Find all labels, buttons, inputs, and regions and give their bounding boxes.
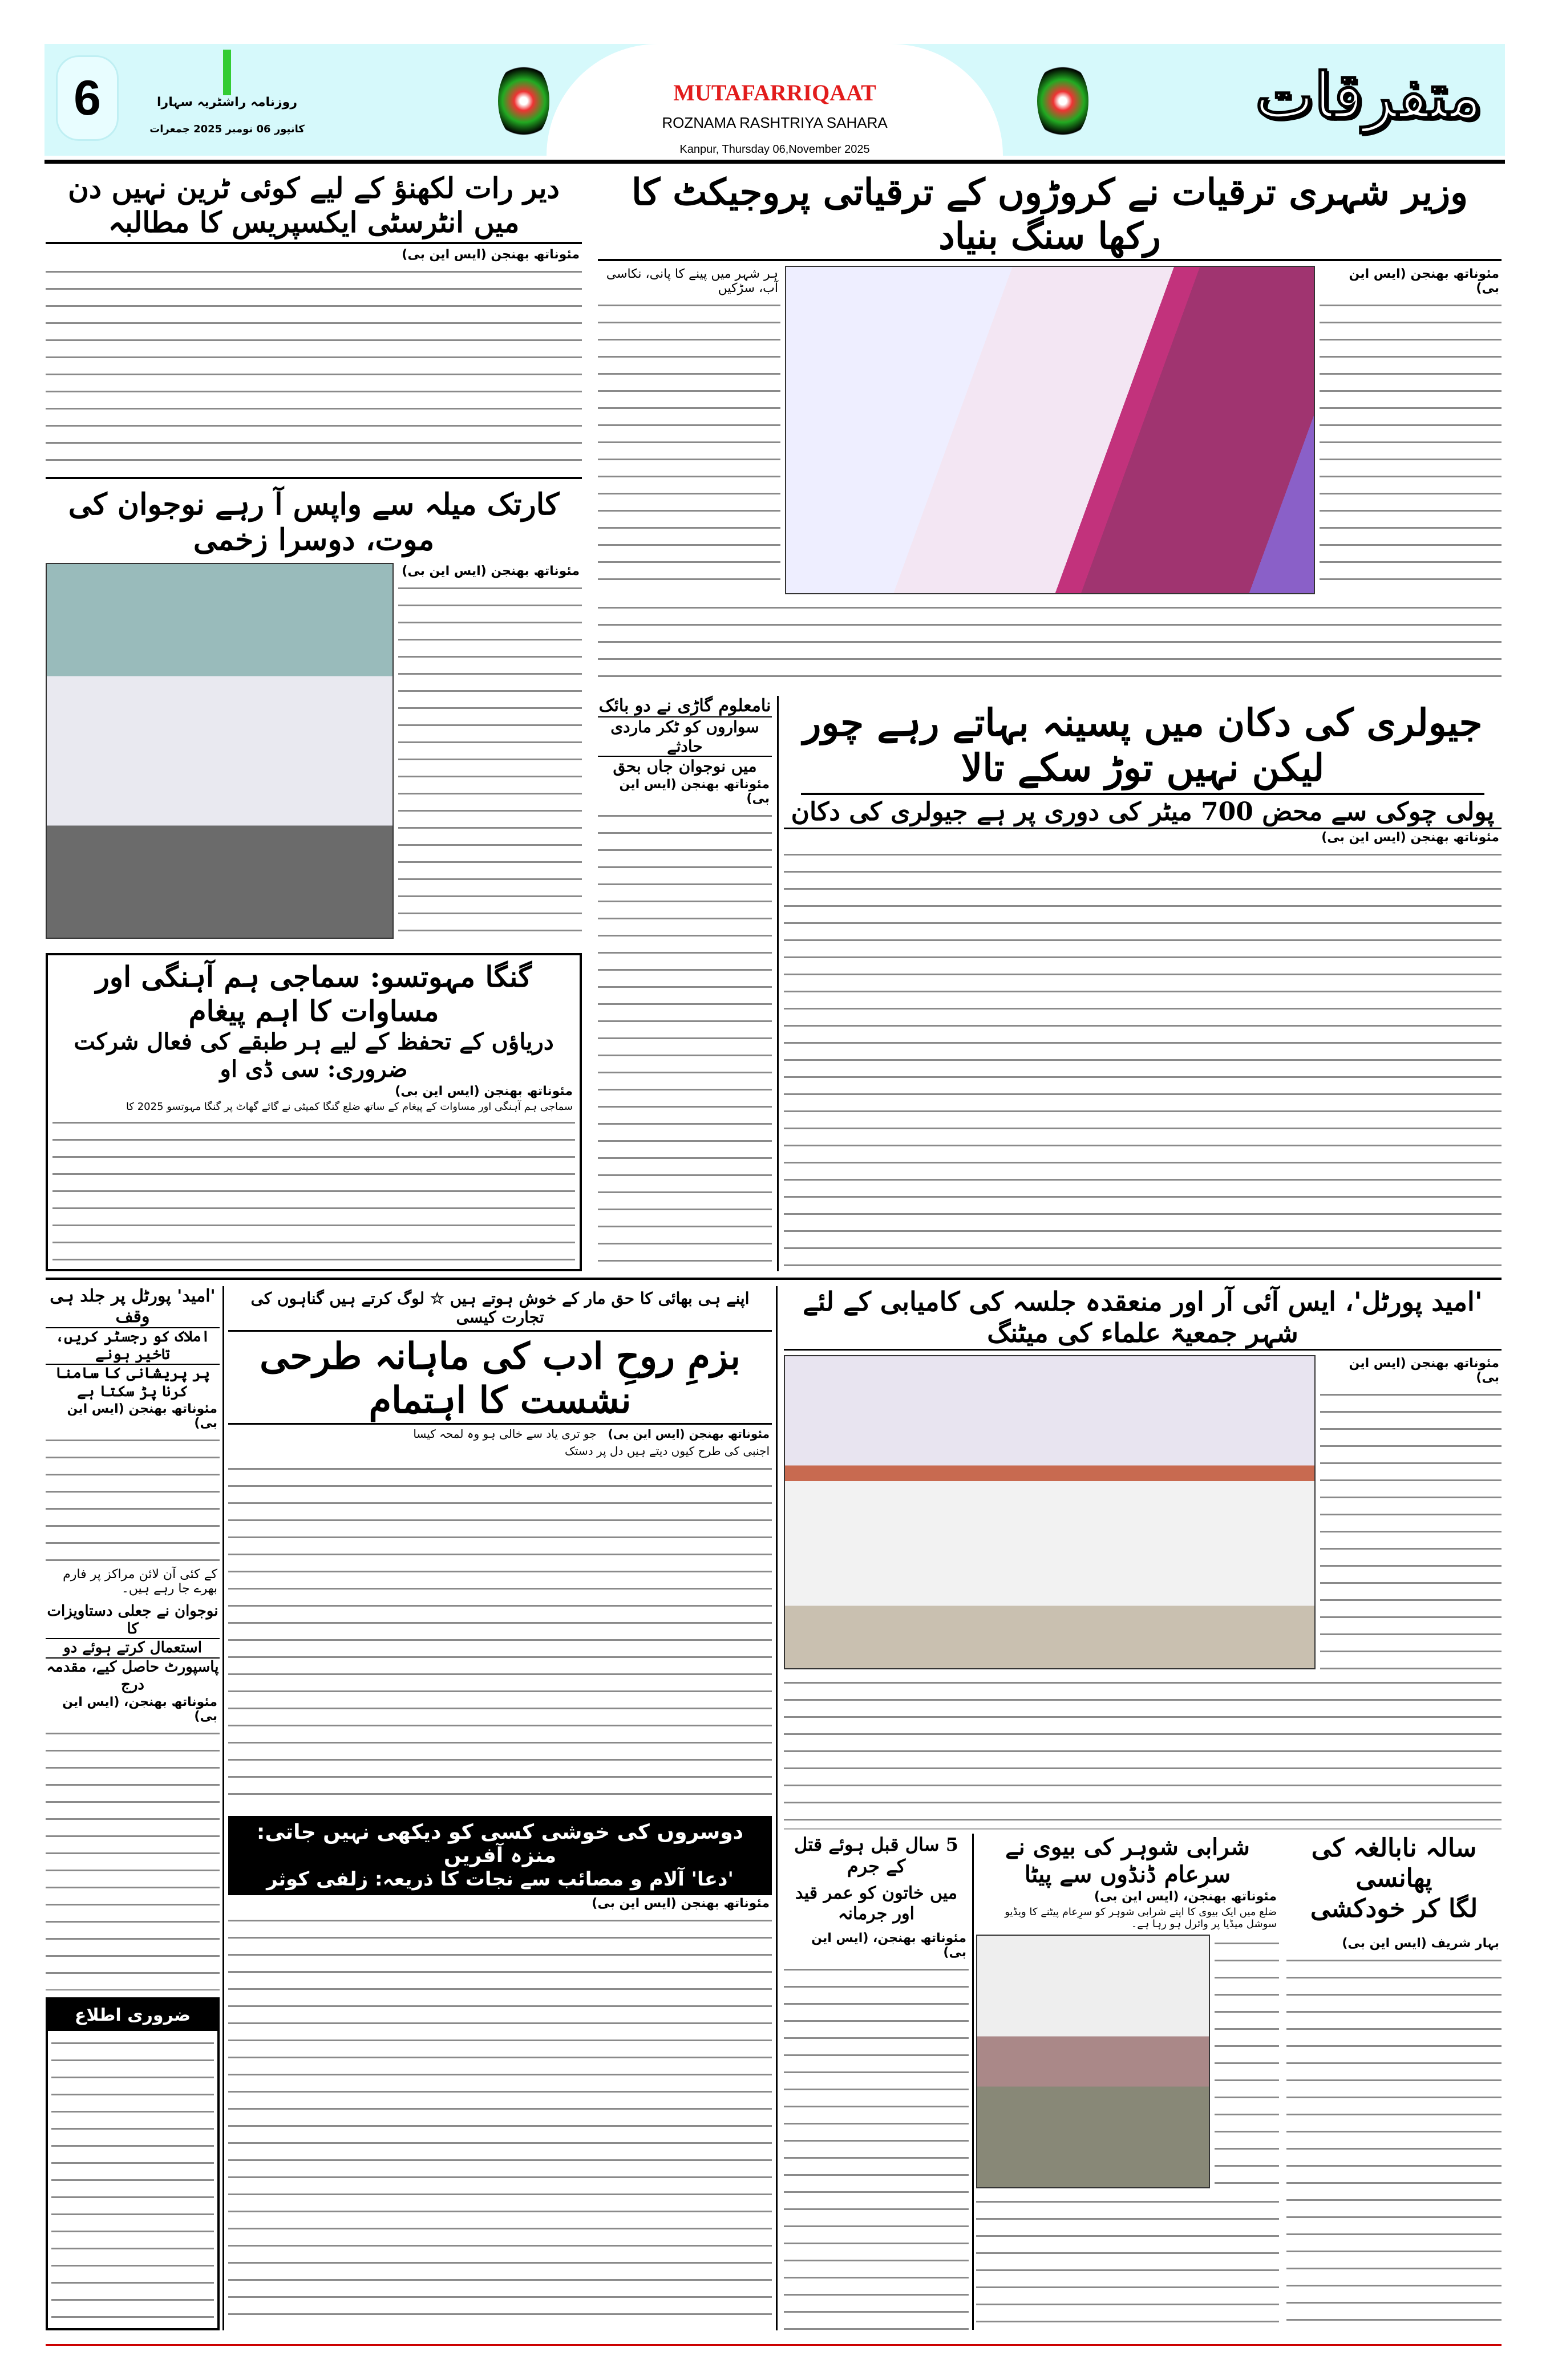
headline-line: پر پریشانی کا سامنا کرنا پڑ سکتا ہے (55, 1365, 210, 1400)
article-bazm-ruh-adab (228, 1289, 772, 1808)
article-minister (598, 171, 1502, 690)
headline-line: نامعلوم گاڑی نے دو بائک (598, 696, 771, 716)
headline: دیر رات لکھنؤ کے لیے کوئی ٹرین نہیں دن میں انٹرسٹی ایکسپریس کا مطالبہ (68, 171, 560, 239)
notice-title: ضروری اطلاع (48, 2000, 217, 2031)
photo-foundation-stone (785, 266, 1315, 594)
dateline: مئوناتھ بھنجن (ایس این بی) (398, 563, 582, 579)
page-number: 6 (56, 55, 119, 141)
verse: اجنبی کی طرح کیوں دیتے ہیں دل پر دستک (565, 1444, 770, 1458)
dateline: مئوناتھ بھنجن (ایس این بی) (608, 1426, 770, 1441)
masthead (44, 44, 1505, 156)
subheadline: دریاؤں کے تحفظ کے لیے ہر طبقے کی فعال شرکت ضروری: سی ڈی او (74, 1028, 554, 1082)
subheadline: پولی چوکی سے محض 700 میٹر کی دوری پر ہے جیولری کی دکان (791, 797, 1495, 827)
dateline: مئوناتھ بھنجن (ایس این بی) (46, 246, 582, 263)
article-drunk-husband (976, 1834, 1279, 2330)
dateline: مئوناتھ بھنجن (ایس این بی) (52, 1083, 575, 1100)
dateline: بہار شریف (ایس این بی) (1286, 1935, 1502, 1952)
photo-street (976, 1935, 1210, 2188)
article-passport (46, 1603, 220, 1990)
headline: 'امید پورٹل'، ایس آئی آر اور منعقدہ جلسہ کی کامیابی کے لئے شہر جمعیۃ علماء کی میٹنگ (803, 1286, 1483, 1349)
emblem-icon (498, 61, 549, 141)
notice-box (46, 1997, 220, 2330)
sahara-logo (130, 50, 324, 152)
headline-line: سواروں کو ٹکر ماردی حادثے (610, 717, 759, 756)
dateline: مئوناتھ بھنجن (ایس این بی) (784, 829, 1502, 846)
photo-truck (46, 563, 394, 939)
dateline: مئوناتھ بھنجن (ایس این بی) (46, 1401, 220, 1432)
headline-line: پاسپورٹ حاصل کیے، مقدمہ درج (46, 1658, 219, 1693)
title-dome (547, 44, 1003, 156)
kicker: اپنے ہی بھائی کا حق مار کے خوش ہوتے ہیں ☆ لوگ کرتے ہیں گناہوں کی تجارت کیسی (250, 1289, 750, 1327)
headline-line: سالہ نابالغہ کی پھانسی (1311, 1834, 1477, 1893)
verse: جو تری یاد سے خالی ہو وہ لمحہ کیسا (413, 1426, 597, 1441)
dateline: مئوناتھ بھنجن (ایس این بی) (1320, 266, 1502, 297)
headline-line: 5 سال قبل ہوئے قتل کے جرم (794, 1834, 958, 1878)
dateline-en: Kanpur, Thursday 06,November 2025 (679, 143, 870, 156)
headline: شرابی شوہر کی بیوی نے سرِعام ڈنڈوں سے پیٹا (1005, 1834, 1250, 1888)
headline: وزیر شہری ترقیات نے کروڑوں کے ترقیاتی پروجیکٹ کا رکھا سنگ بنیاد (631, 171, 1468, 258)
article-ganga-mahotsav (46, 953, 582, 1271)
dateline: مئوناتھ بھنجن، (ایس این بی) (784, 1930, 969, 1961)
photo-meeting (784, 1355, 1316, 1669)
dateline: مئوناتھ بھنجن (ایس این بی) (598, 776, 772, 807)
article-minor-suicide (1286, 1834, 1502, 2330)
header-rule (44, 160, 1505, 164)
section-title-en: MUTAFARRIQAAT (673, 80, 876, 106)
headline-line: لگا کر خودکشی (1310, 1894, 1478, 1923)
headline: گنگا مہوتسو: سماجی ہم آہنگی اور مساوات کا اہم پیغام (95, 960, 532, 1028)
section-title-urdu: متفرقات (1254, 59, 1482, 132)
dateline: مئوناتھ بھنجن، (ایس این بی) (976, 1888, 1279, 1905)
headline-line: استعمال کرتے ہوئے دو (63, 1639, 202, 1657)
article-umeed-portal (46, 1286, 220, 1597)
snippet: ضلع میں ایک بیوی کا اپنے شرابی شوہر کو سرِعام پیٹنے کا ویڈیو سوشل میڈیا پر وائرل ہو رہا ہے۔ (976, 1905, 1279, 1931)
dateline: مئوناتھ بھنجن، (ایس این بی) (46, 1694, 220, 1725)
article-jamiat-meeting (784, 1286, 1502, 1822)
snippet: ہر شہر میں پینے کا پانی، نکاسی آب، سڑکیں (598, 266, 780, 297)
headline-line: املاک کو رجسٹر کریں، تاخیر ہونے (55, 1328, 210, 1364)
article-bike-accident (598, 696, 772, 1271)
footer-rule (46, 2344, 1502, 2346)
logo-text: روزنامہ راشٹریہ سہارا (156, 95, 297, 110)
headline-line: 'امید' پورٹل پر جلد ہی وقف (50, 1286, 216, 1327)
headline-line: میں نوجوان جاں بحق (613, 757, 757, 776)
headline-line: نوجوان نے جعلی دستاویزات کا (47, 1603, 218, 1638)
article-jewellery (784, 700, 1502, 1271)
article-train (46, 171, 582, 468)
emblem-icon (1037, 61, 1088, 141)
headline: 'دعا' آلام و مصائب سے نجات کا ذریعہ: زلفی کوثر (266, 1868, 734, 1891)
headline: کارتک میلہ سے واپس آ رہے نوجوان کی موت، دوسرا زخمی (68, 487, 560, 558)
paper-name: ROZNAMA RASHTRIYA SAHARA (662, 114, 888, 131)
date-urdu: کانپور 06 نومبر 2025 جمعرات (149, 123, 305, 135)
article-dua (228, 1816, 772, 2330)
headline-line: میں خاتون کو عمر قید اور جرمانہ (795, 1883, 958, 1924)
snippet: کے کئی آن لائن مراکز پر فارم بھرے جا رہے ہیں۔ (46, 1566, 220, 1597)
article-kartik-mela (46, 477, 582, 939)
headline: بزمِ روحِ ادب کی ماہانہ طرحی نشست کا اہتمام (260, 1335, 740, 1422)
article-murder-verdict (784, 1834, 969, 2330)
dateline: مئوناتھ بھنجن (ایس این بی) (1320, 1355, 1502, 1386)
dateline: مئوناتھ بھنجن (ایس این بی) (228, 1895, 772, 1912)
headline: جیولری کی دکان میں پسینہ بہاتے رہے چور لیکن نہیں توڑ سکے تالا (803, 700, 1483, 790)
snippet: سماجی ہم آہنگی اور مساوات کے پیغام کے ساتھ ضلع گنگا کمیٹی نے گائے گھاٹ پر گنگا مہوتسو 2025 کا (52, 1100, 575, 1114)
headline: دوسروں کی خوشی کسی کو دیکھی نہیں جاتی: منزہ آفریں (256, 1821, 744, 1867)
